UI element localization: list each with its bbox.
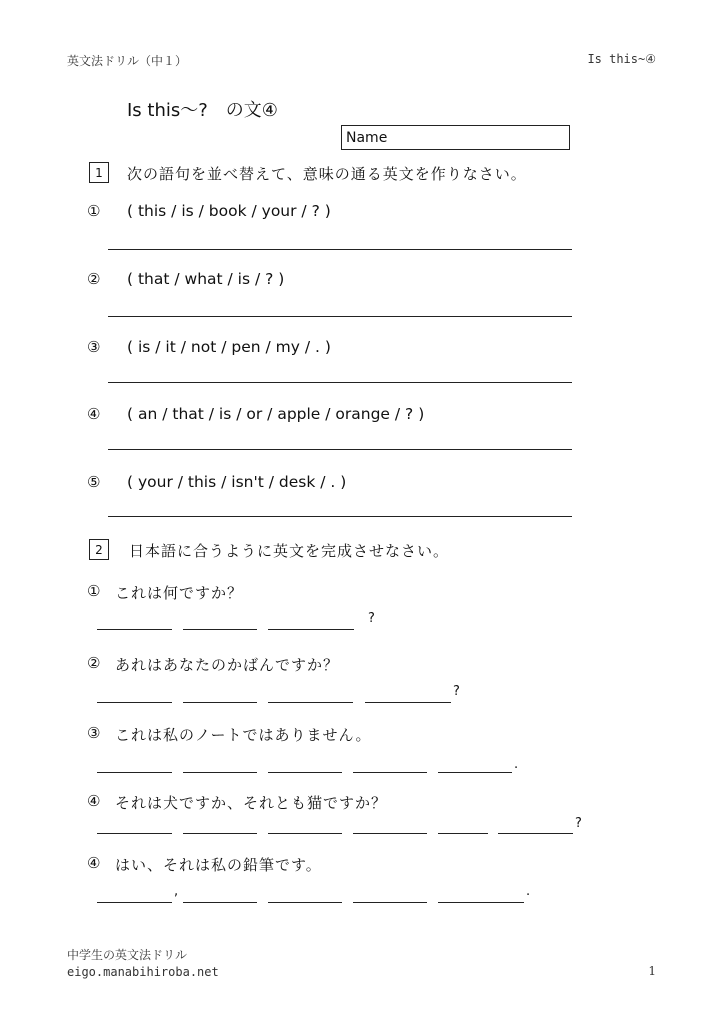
section1-number: 1 (89, 162, 109, 183)
s1-q1-text: ( this / is / book / your / ? ) (127, 202, 331, 220)
s2-q5-text: はい、それは私の鉛筆です。 (115, 856, 322, 874)
s2-q3-text: これは私のノートではありません。 (115, 726, 372, 744)
s2-q4-blank-3[interactable] (268, 833, 342, 834)
s1-q2-text: ( that / what / is / ? ) (127, 270, 285, 288)
s2-q3-blank-1[interactable] (97, 772, 172, 773)
s2-q5-blank-1[interactable] (97, 902, 172, 903)
s2-q4-blank-4[interactable] (353, 833, 427, 834)
s2-q1-mark: ① (87, 582, 101, 600)
s2-q5-comma: , (174, 884, 179, 899)
s1-q4-mark: ④ (87, 405, 101, 423)
page-number: 1 (648, 964, 656, 978)
section1-instruction: 次の語句を並べ替えて、意味の通る英文を作りなさい。 (127, 165, 527, 183)
s1-q2-mark: ② (87, 270, 101, 288)
s2-q4-text: それは犬ですか、それとも猫ですか？ (115, 794, 388, 812)
s2-q1-blank-2[interactable] (183, 629, 257, 630)
s2-q3-end: . (514, 757, 519, 772)
s2-q1-blank-3[interactable] (268, 629, 354, 630)
name-field[interactable] (341, 125, 570, 150)
s2-q2-mark: ② (87, 654, 101, 672)
name-label: Name (346, 130, 388, 146)
s2-q1-text: これは何ですか？ (115, 584, 244, 602)
s1-q4-text: ( an / that / is / or / apple / orange / ? ) (127, 405, 425, 423)
s2-q2-text: あれはあなたのかばんですか？ (115, 656, 340, 674)
s1-q2-answer-line[interactable] (108, 316, 572, 317)
s2-q5-blank-5[interactable] (438, 902, 524, 903)
s1-q4-answer-line[interactable] (108, 449, 572, 450)
s1-q1-answer-line[interactable] (108, 249, 572, 250)
s2-q2-blank-1[interactable] (97, 702, 172, 703)
footer-title: 中学生の英文法ドリル (67, 948, 188, 962)
s1-q5-mark: ⑤ (87, 473, 101, 491)
s2-q4-blank-1[interactable] (97, 833, 172, 834)
s2-q5-blank-2[interactable] (183, 902, 257, 903)
s2-q3-mark: ③ (87, 724, 101, 742)
s2-q5-end: . (526, 884, 531, 899)
s2-q3-blank-3[interactable] (268, 772, 342, 773)
page-title: Is this～? の文④ (127, 100, 278, 121)
s2-q3-blank-5[interactable] (438, 772, 512, 773)
section2-number: 2 (89, 539, 109, 560)
s1-q3-text: ( is / it / not / pen / my / . ) (127, 338, 331, 356)
section2-instruction: 日本語に合うように英文を完成させなさい。 (129, 542, 450, 560)
s2-q3-blank-4[interactable] (353, 772, 427, 773)
s1-q3-answer-line[interactable] (108, 382, 572, 383)
s2-q5-mark: ④ (87, 854, 101, 872)
s2-q2-blank-2[interactable] (183, 702, 257, 703)
s2-q2-blank-3[interactable] (268, 702, 353, 703)
header-right: Is this~④ (587, 52, 656, 66)
s2-q3-blank-2[interactable] (183, 772, 257, 773)
s2-q4-blank-6[interactable] (498, 833, 573, 834)
s1-q1-mark: ① (87, 202, 101, 220)
footer-url: eigo.manabihiroba.net (67, 965, 219, 979)
s1-q3-mark: ③ (87, 338, 101, 356)
s2-q4-mark: ④ (87, 792, 101, 810)
s2-q1-end: ? (368, 611, 375, 626)
s2-q2-blank-4[interactable] (365, 702, 451, 703)
s2-q5-blank-4[interactable] (353, 902, 427, 903)
s2-q4-end: ? (575, 816, 582, 831)
s1-q5-text: ( your / this / isn't / desk / . ) (127, 473, 347, 491)
s2-q2-end: ? (453, 684, 460, 699)
s2-q5-blank-3[interactable] (268, 902, 342, 903)
s2-q4-blank-5[interactable] (438, 833, 488, 834)
s2-q4-blank-2[interactable] (183, 833, 257, 834)
s1-q5-answer-line[interactable] (108, 516, 572, 517)
header-left: 英文法ドリル（中１） (67, 54, 188, 68)
s2-q1-blank-1[interactable] (97, 629, 172, 630)
